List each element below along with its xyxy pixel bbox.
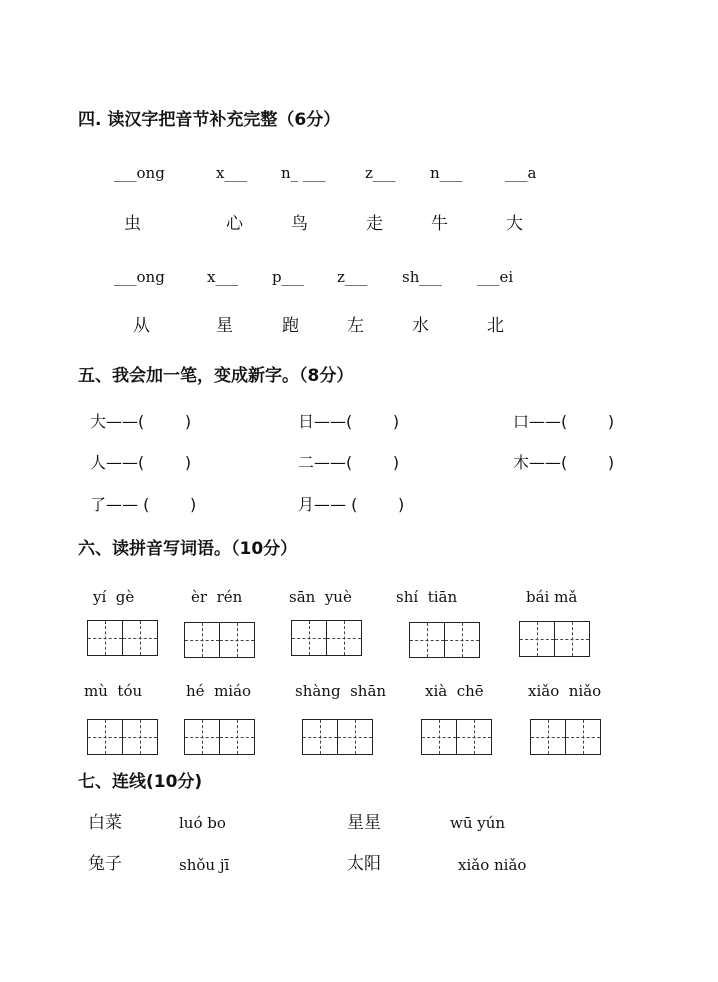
writing-grid[interactable]: [409, 622, 479, 658]
pinyin-blank: n_ ___: [281, 164, 326, 182]
pinyin-blank: ___ei: [477, 268, 514, 286]
pinyin-word: yí gè: [93, 588, 135, 606]
hanzi: 大: [506, 214, 523, 234]
hanzi: 鸟: [291, 214, 308, 234]
pinyin-word: shàng shān: [295, 682, 387, 700]
hanzi: 北: [487, 316, 504, 336]
add-stroke-item: 口——( ): [513, 412, 615, 431]
hanzi: 左: [347, 316, 364, 336]
hanzi: 水: [412, 316, 429, 336]
add-stroke-item: 月—— ( ): [298, 495, 405, 514]
writing-grid[interactable]: [184, 622, 254, 658]
pinyin-blank: x___: [216, 164, 247, 182]
match-hanzi[interactable]: 兔子: [88, 854, 122, 874]
pinyin-word: xiǎo niǎo: [528, 682, 602, 700]
pinyin-word: bái mǎ: [526, 588, 578, 606]
writing-grid[interactable]: [302, 719, 372, 755]
hanzi: 虫: [124, 214, 141, 234]
pinyin-word: mù tóu: [84, 682, 143, 700]
hanzi: 走: [366, 214, 383, 234]
match-pinyin[interactable]: xiǎo niǎo: [458, 856, 527, 874]
pinyin-blank: z___: [337, 268, 368, 286]
pinyin-blank: z___: [365, 164, 396, 182]
writing-grid[interactable]: [87, 719, 157, 755]
pinyin-blank: p___: [272, 268, 305, 286]
writing-grid[interactable]: [87, 620, 157, 656]
section-6-heading: 六、读拼音写词语。（10分）: [78, 539, 298, 559]
hanzi: 从: [133, 316, 150, 336]
pinyin-word: xià chē: [425, 682, 484, 700]
hanzi: 牛: [431, 214, 448, 234]
match-hanzi[interactable]: 太阳: [347, 854, 381, 874]
pinyin-word: hé miáo: [186, 682, 252, 700]
pinyin-blank: sh___: [402, 268, 442, 286]
pinyin-blank: ___ong: [114, 164, 165, 182]
add-stroke-item: 二——( ): [298, 453, 400, 472]
add-stroke-item: 大——( ): [90, 412, 192, 431]
writing-grid[interactable]: [291, 620, 361, 656]
hanzi: 心: [226, 214, 243, 234]
add-stroke-item: 木——( ): [513, 453, 615, 472]
section-4-heading: 四. 读汉字把音节补充完整（6分）: [78, 110, 341, 130]
add-stroke-item: 了—— ( ): [90, 495, 197, 514]
writing-grid[interactable]: [421, 719, 491, 755]
pinyin-word: sān yuè: [289, 588, 352, 606]
pinyin-blank: n___: [430, 164, 463, 182]
add-stroke-item: 人——( ): [90, 453, 192, 472]
match-pinyin[interactable]: shǒu jī: [179, 856, 230, 874]
writing-grid[interactable]: [184, 719, 254, 755]
pinyin-word: shí tiān: [396, 588, 458, 606]
match-hanzi[interactable]: 星星: [347, 813, 381, 833]
section-5-heading: 五、我会加一笔，变成新字。（8分）: [78, 366, 354, 386]
add-stroke-item: 日——( ): [298, 412, 400, 431]
writing-grid[interactable]: [519, 621, 589, 657]
match-pinyin[interactable]: wū yún: [450, 814, 506, 832]
pinyin-blank: x___: [207, 268, 238, 286]
section-7-heading: 七、连线(10分): [78, 772, 203, 792]
hanzi: 星: [216, 316, 233, 336]
writing-grid[interactable]: [530, 719, 600, 755]
hanzi: 跑: [282, 316, 299, 336]
pinyin-blank: ___a: [505, 164, 537, 182]
pinyin-word: èr rén: [191, 588, 243, 606]
match-pinyin[interactable]: luó bo: [179, 814, 226, 832]
match-hanzi[interactable]: 白菜: [88, 813, 122, 833]
pinyin-blank: ___ong: [114, 268, 165, 286]
